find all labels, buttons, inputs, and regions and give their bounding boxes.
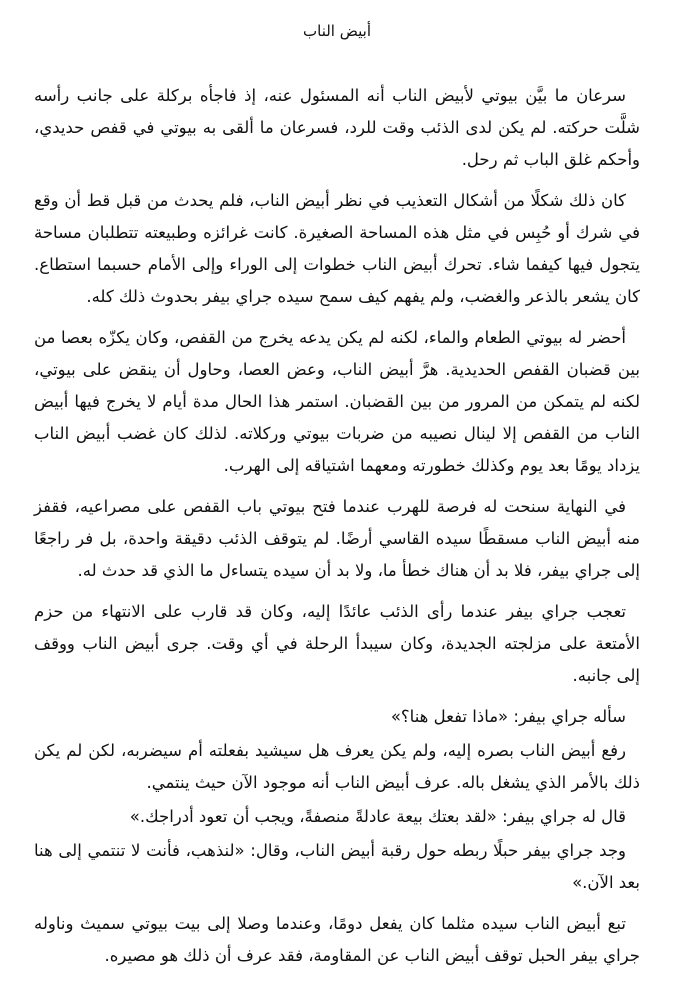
paragraph-9: وجد جراي بيفر حبلًا ربطه حول رقبة أبيض الناب، وقال: «لنذهب، فأنت لا تنتمي إلى هنا بعد الآن.»: [34, 841, 640, 892]
paragraph-7: رفع أبيض الناب بصره إليه، ولم يكن يعرف هل سيشيد بفعلته أم سيضربه، لكن لم يكن ذلك بالأمر الذي يشغل باله. عرف أبيض الناب أنه موجود الآن حيث ينتمي.: [34, 741, 640, 792]
paragraph-2: كان ذلك شكلًا من أشكال التعذيب في نظر أبيض الناب، فلم يحدث من قبل قط أن وقع في شرك أو حُبِس في مثل هذه المساحة الصغيرة. كانت غرائزه وطبيعته تتطلبان مساحة يتجول فيها كيفما شاء. تحرك أبيض الناب خطوات إلى الوراء وإلى الأمام حسبما استطاع. كان يشعر بالذعر والغضب، ولم يفهم كيف سمح سيده جراي بيفر بحدوث ذلك كله.: [34, 191, 640, 306]
paragraph-3: أحضر له بيوتي الطعام والماء، لكنه لم يكن يدعه يخرج من القفص، وكان يكزّه بعصا من بين قضبان القفص الحديدية. هرَّ أبيض الناب، وعض العصا، وحاول أن ينقض على بيوتي، لكنه لم يتمكن من المرور من بين القضبان. استمر هذا الحال مدة أيام لا يخرج فيها أبيض الناب من القفص إلا لينال نصيبه من ضربات بيوتي وركلاته. لذلك كان غضب أبيض الناب يزداد يومًا بعد يوم وكذلك خطورته ومعهما اشتياقه إلى الهرب.: [34, 328, 640, 475]
paragraph-10: تبع أبيض الناب سيده مثلما كان يفعل دومًا، وعندما وصلا إلى بيت بيوتي سميث وناوله جراي بيفر الحبل توقف أبيض الناب عن المقاومة، فقد عرف أن ذلك هو مصيره.: [34, 914, 640, 965]
paragraph-4: في النهاية سنحت له فرصة للهرب عندما فتح بيوتي باب القفص على مصراعيه، فقفز منه أبيض الناب مسقطًا سيده القاسي أرضًا. لم يتوقف الذئب دقيقة واحدة، بل فر راجعًا إلى جراي بيفر، فلا بد أن هناك خطأ ما، ولا بد أن سيده يتساءل ما الذي قد حدث له.: [34, 497, 640, 580]
paragraph-8: قال له جراي بيفر: «لقد بعتك بيعة عادلةً منصفةً، ويجب أن تعود أدراجك.»: [129, 807, 626, 826]
paragraph-5: تعجب جراي بيفر عندما رأى الذئب عائدًا إليه، وكان قد قارب على الانتهاء من حزم الأمتعة على مزلجته الجديدة، وكان سيبدأ الرحلة في أي وقت. جرى أبيض الناب ووقف إلى جانبه.: [34, 602, 640, 685]
paragraph-6: سأله جراي بيفر: «ماذا تفعل هنا؟»: [390, 707, 626, 726]
running-header: أبيض الناب: [303, 22, 371, 40]
paragraph-1: سرعان ما بيَّن بيوتي لأبيض الناب أنه المسئول عنه، إذ فاجأه بركلة على جانب رأسه شلَّت حركته. لم يكن لدى الذئب وقت للرد، فسرعان ما ألقى به بيوتي في قفص حديدي، وأحكم غلق الباب ثم رحل.: [34, 86, 640, 169]
